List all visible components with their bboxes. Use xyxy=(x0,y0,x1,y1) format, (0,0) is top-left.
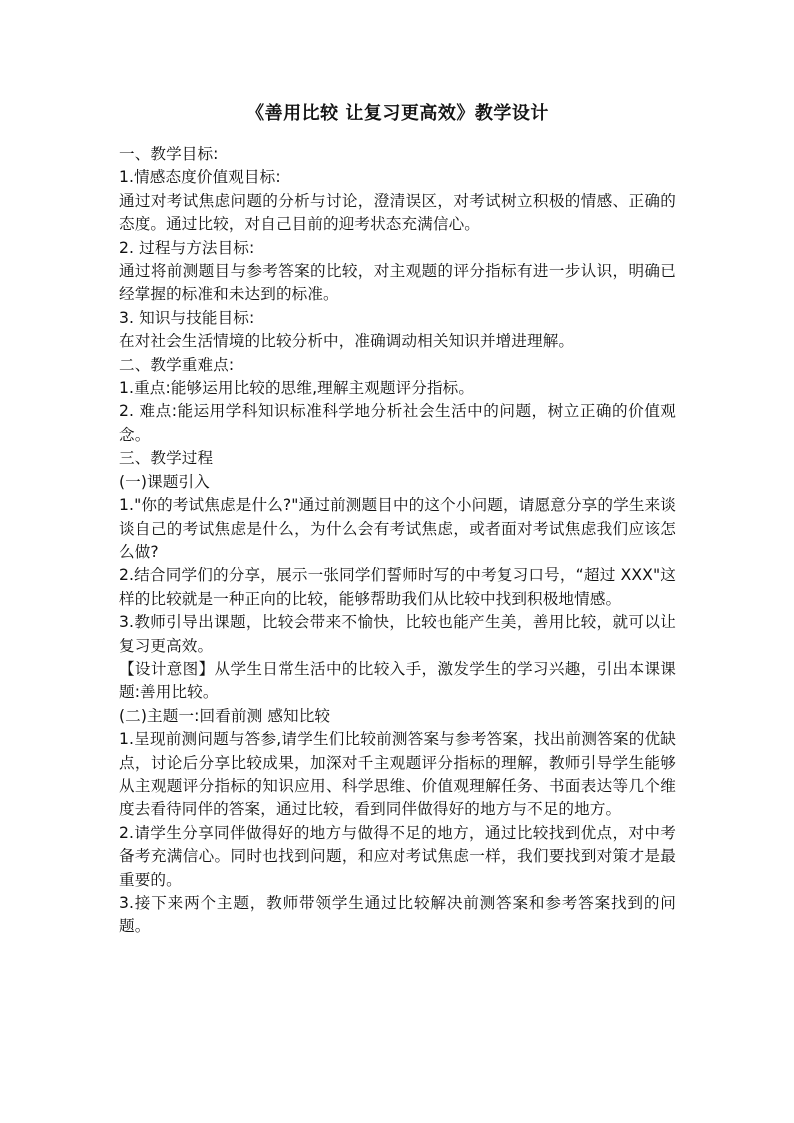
paragraph-process-goal: 通过将前测题目与参考答案的比较，对主观题的评分指标有进一步认识，明确已经掌握的标准和未达到的标准。 xyxy=(119,262,676,304)
subheading-knowledge-goal: 3. 知识与技能目标: xyxy=(119,308,255,327)
paragraph-intro-3: 3.教师引导出课题，比较会带来不愉快，比较也能产生美，善用比较，就可以让复习更高效。 xyxy=(119,613,676,655)
subheading-theme-one: (二)主题一:回看前测 感知比较 xyxy=(119,706,331,725)
paragraph-design-intent: 【设计意图】从学生日常生活中的比较入手，激发学生的学习兴趣，引出本课课题:善用比较。 xyxy=(119,659,676,702)
paragraph-theme-one-2: 2.请学生分享同伴做得好的地方与做得不足的地方，通过比较找到优点，对中考备考充满信心。同时也找到问题，和应对考试焦虑一样，我们要找到对策才是最重要的。 xyxy=(119,823,676,889)
document-title: 《善用比较 让复习更高效》教学设计 xyxy=(246,103,549,124)
paragraph-values-goal: 通过对考试焦虑问题的分析与讨论，澄清误区，对考试树立积极的情感、正确的态度。通过比较，对自己目前的迎考状态充满信心。 xyxy=(119,191,676,234)
subheading-values-goal: 1.情感态度价值观目标: xyxy=(119,168,281,187)
heading-key-points: 二、教学重难点: xyxy=(119,355,235,374)
paragraph-knowledge-goal: 在对社会生活情境的比较分析中，准确调动相关知识并增进理解。 xyxy=(119,332,575,351)
paragraph-key-point: 1.重点:能够运用比较的思维,理解主观题评分指标。 xyxy=(119,379,475,398)
paragraph-theme-one-1: 1.呈现前测问题与答参,请学生们比较前测答案与参考答案，找出前测答案的优缺点，讨论后分享比较成果，加深对千主观题评分指标的理解，教师引导学生能够从主观题评分指标的知识应用、科学思维、价值观理解任务、书面表达等几个维度去看待同伴的答案，通过比较，看到同伴做得好的地方与不足的地方。 xyxy=(119,730,676,819)
paragraph-theme-one-3: 3.接下来两个主题，教师带领学生通过比较解决前测答案和参考答案找到的问题。 xyxy=(119,894,676,936)
heading-teaching-goals: 一、教学目标: xyxy=(119,145,219,163)
paragraph-difficult-point: 2. 难点:能运用学科知识标准科学地分析社会生活中的问题，树立正确的价值观念。 xyxy=(119,402,676,444)
heading-teaching-process: 三、教学过程 xyxy=(119,449,214,468)
document-body xyxy=(119,143,676,939)
paragraph-intro-1: 1."你的考试焦虑是什么?"通过前测题目中的这个小问题，请愿意分享的学生来谈谈自己的考试焦虑是什么，为什么会有考试焦虑，或者面对考试焦虑我们应该怎么做? xyxy=(119,496,676,561)
subheading-process-goal: 2. 过程与方法目标: xyxy=(119,238,255,257)
paragraph-intro-2: 2.结合同学们的分享，展示一张同学们誓师时写的中考复习口号，“超过 XXX"这样的比较就是一种正向的比较，能够帮助我们从比较中找到积极地情感。 xyxy=(119,566,676,608)
subheading-introduction: (一)课题引入 xyxy=(119,472,210,491)
